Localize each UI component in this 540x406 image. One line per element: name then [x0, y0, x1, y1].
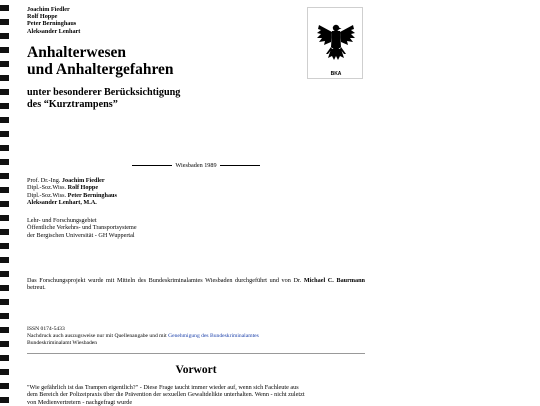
author-name: Rolf Hoppe: [27, 13, 58, 21]
bka-logo: [307, 7, 363, 79]
paragraph-line: von Medienvertretern - nachgefragt wurde: [27, 398, 133, 406]
binding-hole: [0, 327, 9, 333]
preface-paragraph: [27, 384, 365, 406]
binding-hole: [0, 61, 9, 67]
paragraph-line: dem Bereich der Polizeipraxis über die Prävention der sexuellen Gewaltdelikte unterhalten. Wenn - nicht zuletzt: [27, 391, 305, 399]
logo-label: BKA: [330, 71, 342, 77]
institute-line: der Bergischen Universität - GH Wuppertal: [27, 231, 135, 239]
binding-hole: [0, 5, 9, 11]
binding-hole: [0, 89, 9, 95]
binding-strip: [0, 0, 12, 405]
dateline: [132, 162, 260, 169]
author-name: Joachim Fiedler: [61, 177, 105, 184]
binding-hole: [0, 257, 9, 263]
subtitle-line: des “Kurztrampens”: [27, 98, 118, 110]
section-divider: [27, 353, 365, 354]
author-degree: Prof. Dr.-Ing.: [27, 177, 61, 184]
binding-hole: [0, 313, 9, 319]
binding-hole: [0, 19, 9, 25]
place-date: Wiesbaden 1989: [175, 162, 217, 169]
supervisor-name: Michael C. Baurmann: [303, 277, 365, 284]
author-name: Peter Berninghaus: [27, 20, 77, 28]
issn-number: ISSN 0174-5433: [27, 326, 65, 332]
document-subtitle: [27, 87, 180, 110]
binding-hole: [0, 159, 9, 165]
binding-hole: [0, 355, 9, 361]
binding-hole: [0, 397, 9, 403]
author-name: Joachim Fiedler: [27, 6, 70, 13]
binding-hole: [0, 201, 9, 207]
binding-hole: [0, 117, 9, 123]
title-line: und Anhaltergefahren: [27, 60, 174, 78]
binding-hole: [0, 187, 9, 193]
binding-hole: [0, 243, 9, 249]
author-degree: Dipl.-Soz.Wiss.: [27, 184, 67, 192]
reprint-notice: [27, 333, 259, 340]
binding-hole: [0, 103, 9, 109]
binding-hole: [0, 173, 9, 179]
section-heading: Vorwort: [175, 364, 217, 376]
document-title: [27, 45, 174, 78]
funding-note: [27, 277, 365, 292]
binding-hole: [0, 299, 9, 305]
binding-hole: [0, 145, 9, 151]
binding-hole: [0, 285, 9, 291]
author-name: Aleksander Lenhart: [27, 27, 81, 35]
imprint-block: [27, 326, 259, 346]
binding-hole: [0, 131, 9, 137]
author-credit: [27, 199, 117, 206]
publisher-name: Bundeskriminalamt Wiesbaden: [27, 339, 98, 346]
funding-suffix: betreut.: [27, 284, 46, 292]
federal-eagle-icon: [316, 20, 356, 66]
author-name: Rolf Hoppe: [67, 184, 99, 192]
rule-left: [132, 165, 172, 166]
permission-link[interactable]: Genehmigung des Bundeskriminalamtes: [168, 332, 259, 339]
author-credits: [27, 177, 117, 206]
title-line: Anhalterwesen: [27, 44, 127, 61]
author-name: Peter Berninghaus: [67, 191, 117, 199]
author-list-top: [27, 6, 80, 35]
institute-block: [27, 217, 137, 239]
rule-right: [220, 165, 260, 166]
reprint-text: Nachdruck auch auszugsweise nur mit Quellenangabe und mit: [27, 332, 167, 339]
binding-hole: [0, 369, 9, 375]
binding-hole: [0, 271, 9, 277]
institute-line: Öffentliche Verkehrs- und Transportsysteme: [27, 224, 137, 232]
author-credit: [27, 192, 117, 199]
funding-text: Das Forschungsprojekt wurde mit Mitteln des Bundeskriminalamtes Wiesbaden durchgeführt und von Dr.: [27, 277, 302, 284]
institute-line: Lehr- und Forschungsgebiet: [27, 217, 97, 224]
subtitle-line: unter besonderer Berücksichtigung: [27, 87, 181, 98]
binding-hole: [0, 383, 9, 389]
binding-hole: [0, 47, 9, 53]
author-name: Aleksander Lenhart, M.A.: [27, 198, 97, 206]
binding-hole: [0, 33, 9, 39]
binding-hole: [0, 75, 9, 81]
author-degree: Dipl.-Soz.Wiss.: [27, 191, 67, 199]
author-credit: [27, 177, 117, 184]
author-credit: [27, 184, 117, 191]
binding-hole: [0, 341, 9, 347]
paragraph-line: "Wie gefährlich ist das Trampen eigentlich?" - Diese Frage taucht immer wieder auf, wenn sich Fachleute aus: [27, 384, 299, 391]
binding-hole: [0, 229, 9, 235]
binding-hole: [0, 215, 9, 221]
